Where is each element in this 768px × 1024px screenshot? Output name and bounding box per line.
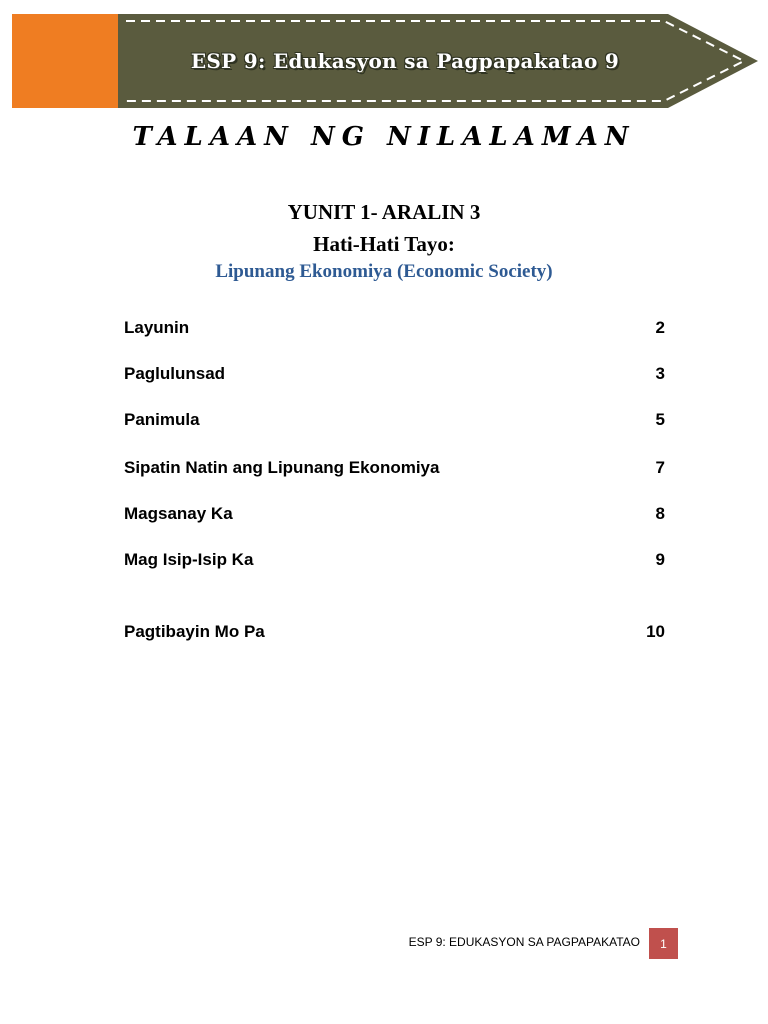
toc-entry-label: Sipatin Natin ang Lipunang Ekonomiya	[124, 458, 440, 477]
toc-entry[interactable]	[124, 362, 665, 386]
lesson-topic: Lipunang Ekonomiya (Economic Society)	[215, 261, 553, 282]
header-banner	[12, 14, 760, 108]
toc-entry-page: 2	[655, 318, 665, 337]
banner-title: ESP 9: Edukasyon sa Pagpapakatao 9	[190, 49, 620, 73]
toc-entry[interactable]	[124, 408, 665, 432]
footer-text: ESP 9: EDUKASYON SA PAGPAPAKATAO	[408, 935, 640, 949]
toc-entry-page: 9	[655, 550, 665, 569]
toc-entry[interactable]	[124, 548, 665, 572]
toc-entry[interactable]	[124, 620, 665, 644]
toc-entry-label: Pagtibayin Mo Pa	[124, 622, 265, 641]
toc-entry[interactable]	[124, 316, 665, 340]
toc-entry-label: Magsanay Ka	[124, 504, 233, 523]
toc-entry-label: Mag Isip-Isip Ka	[124, 550, 254, 569]
toc-entry-page: 5	[655, 410, 665, 429]
toc-entry-page: 7	[655, 458, 665, 477]
toc-entry[interactable]	[124, 502, 665, 526]
banner-accent-block	[12, 14, 118, 108]
toc-entry-label: Layunin	[124, 318, 190, 337]
toc-entry[interactable]	[124, 456, 665, 480]
lesson-title: Hati-Hati Tayo:	[313, 232, 455, 256]
toc-entry-label: Panimula	[124, 410, 200, 429]
page-number-badge: 1	[649, 928, 678, 959]
unit-heading: YUNIT 1- ARALIN 3	[287, 200, 481, 224]
toc-title: TALAAN NG NILALAMAN	[132, 122, 636, 152]
toc-entry-page: 8	[655, 504, 665, 523]
toc-entry-page: 10	[646, 622, 665, 641]
toc-entry-page: 3	[655, 364, 665, 383]
toc-entry-label: Paglulunsad	[124, 364, 226, 383]
